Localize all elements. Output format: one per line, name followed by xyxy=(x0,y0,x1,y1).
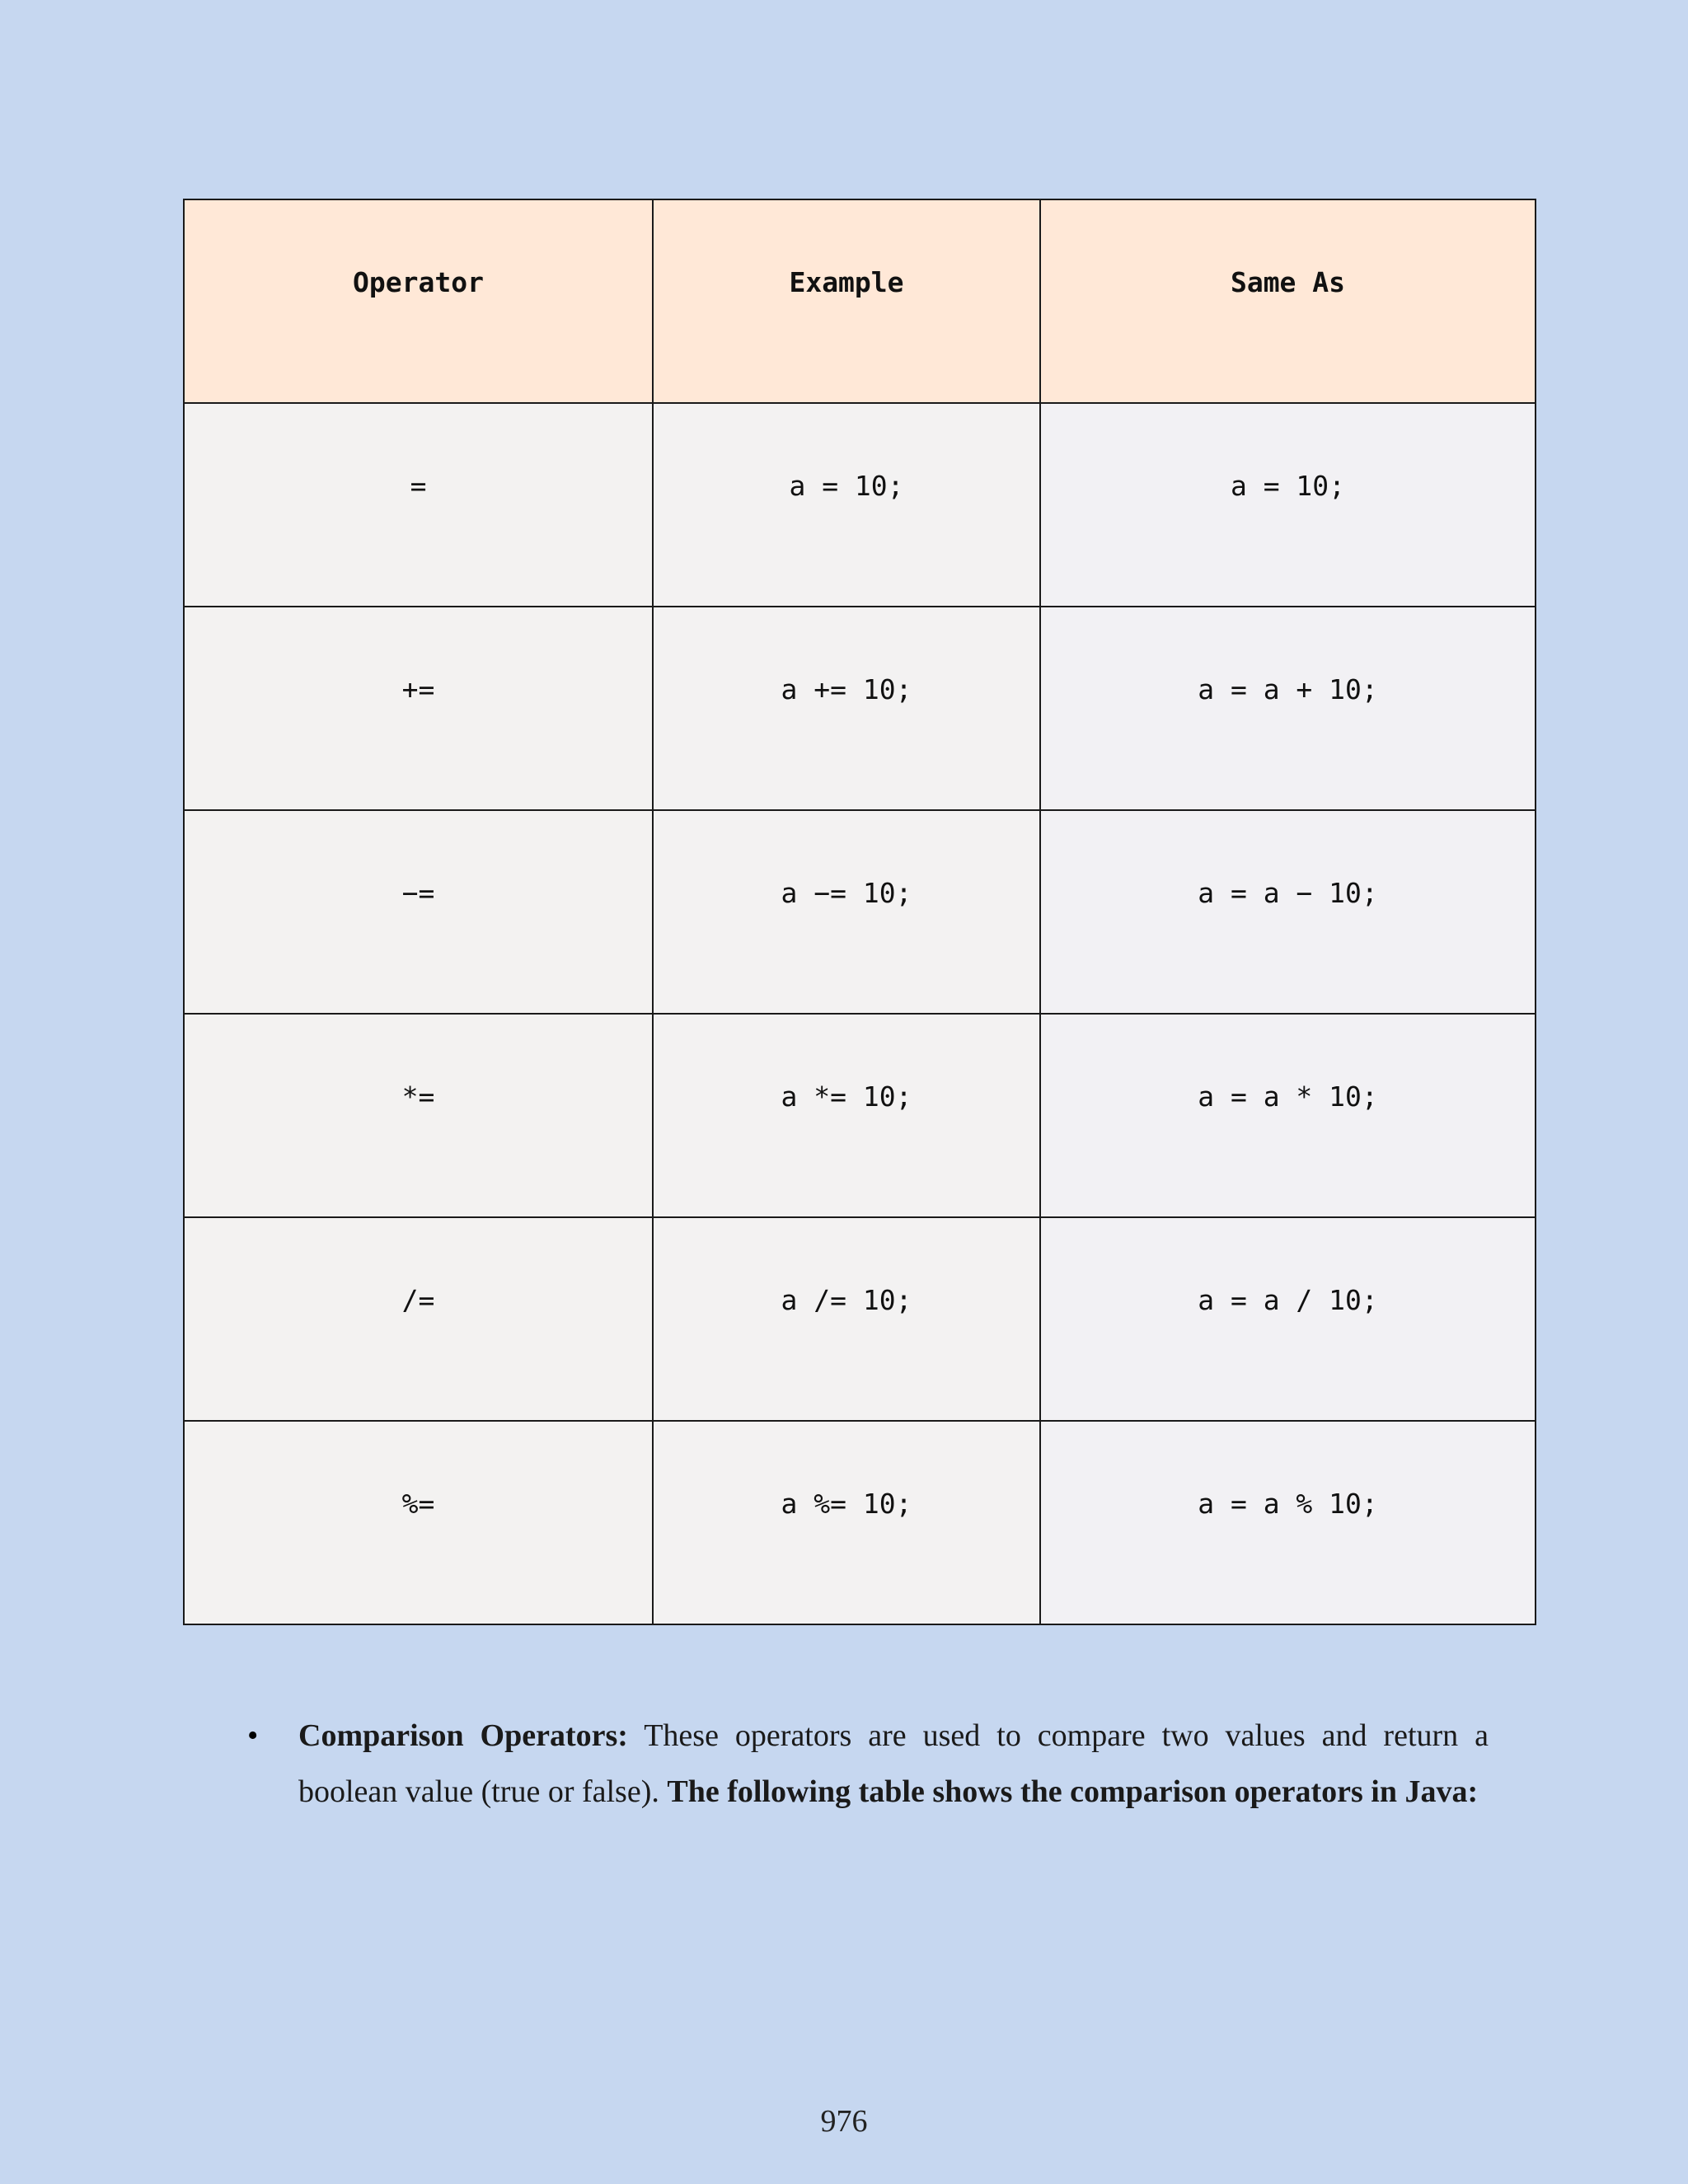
header-same-as: Same As xyxy=(1040,199,1536,403)
table-row xyxy=(184,1421,1536,1624)
table-header-row xyxy=(184,199,1536,403)
operator-cell: += xyxy=(184,607,653,810)
page-number: 976 xyxy=(820,2104,868,2139)
example-cell: a += 10; xyxy=(653,607,1040,810)
operator-cell: −= xyxy=(184,810,653,1014)
example-cell: a *= 10; xyxy=(653,1014,1040,1217)
operator-cell: /= xyxy=(184,1217,653,1421)
table-row xyxy=(184,810,1536,1014)
operator-cell: = xyxy=(184,403,653,607)
example-cell: a /= 10; xyxy=(653,1217,1040,1421)
table-row xyxy=(184,1014,1536,1217)
table-row xyxy=(184,1217,1536,1421)
same-as-cell: a = 10; xyxy=(1040,403,1536,607)
operator-cell: *= xyxy=(184,1014,653,1217)
table-row xyxy=(184,607,1536,810)
example-cell: a = 10; xyxy=(653,403,1040,607)
bullet-marker: • xyxy=(247,1718,259,1753)
paragraph-lead-bold: Comparison Operators: xyxy=(298,1718,628,1753)
operator-cell: %= xyxy=(184,1421,653,1624)
assignment-operators-table xyxy=(183,199,1536,1625)
paragraph-trail-bold: The following table shows the comparison operators in Java: xyxy=(667,1774,1479,1809)
example-cell: a %= 10; xyxy=(653,1421,1040,1624)
header-operator: Operator xyxy=(184,199,653,403)
table-row xyxy=(184,403,1536,607)
header-example: Example xyxy=(653,199,1040,403)
same-as-cell: a = a % 10; xyxy=(1040,1421,1536,1624)
same-as-cell: a = a − 10; xyxy=(1040,810,1536,1014)
same-as-cell: a = a + 10; xyxy=(1040,607,1536,810)
same-as-cell: a = a / 10; xyxy=(1040,1217,1536,1421)
paragraph-body-text: These operators are used to compare two values and return a boolean value (true or false). xyxy=(298,1718,1489,1809)
example-cell: a −= 10; xyxy=(653,810,1040,1014)
comparison-operators-paragraph xyxy=(298,1708,1489,1820)
same-as-cell: a = a * 10; xyxy=(1040,1014,1536,1217)
